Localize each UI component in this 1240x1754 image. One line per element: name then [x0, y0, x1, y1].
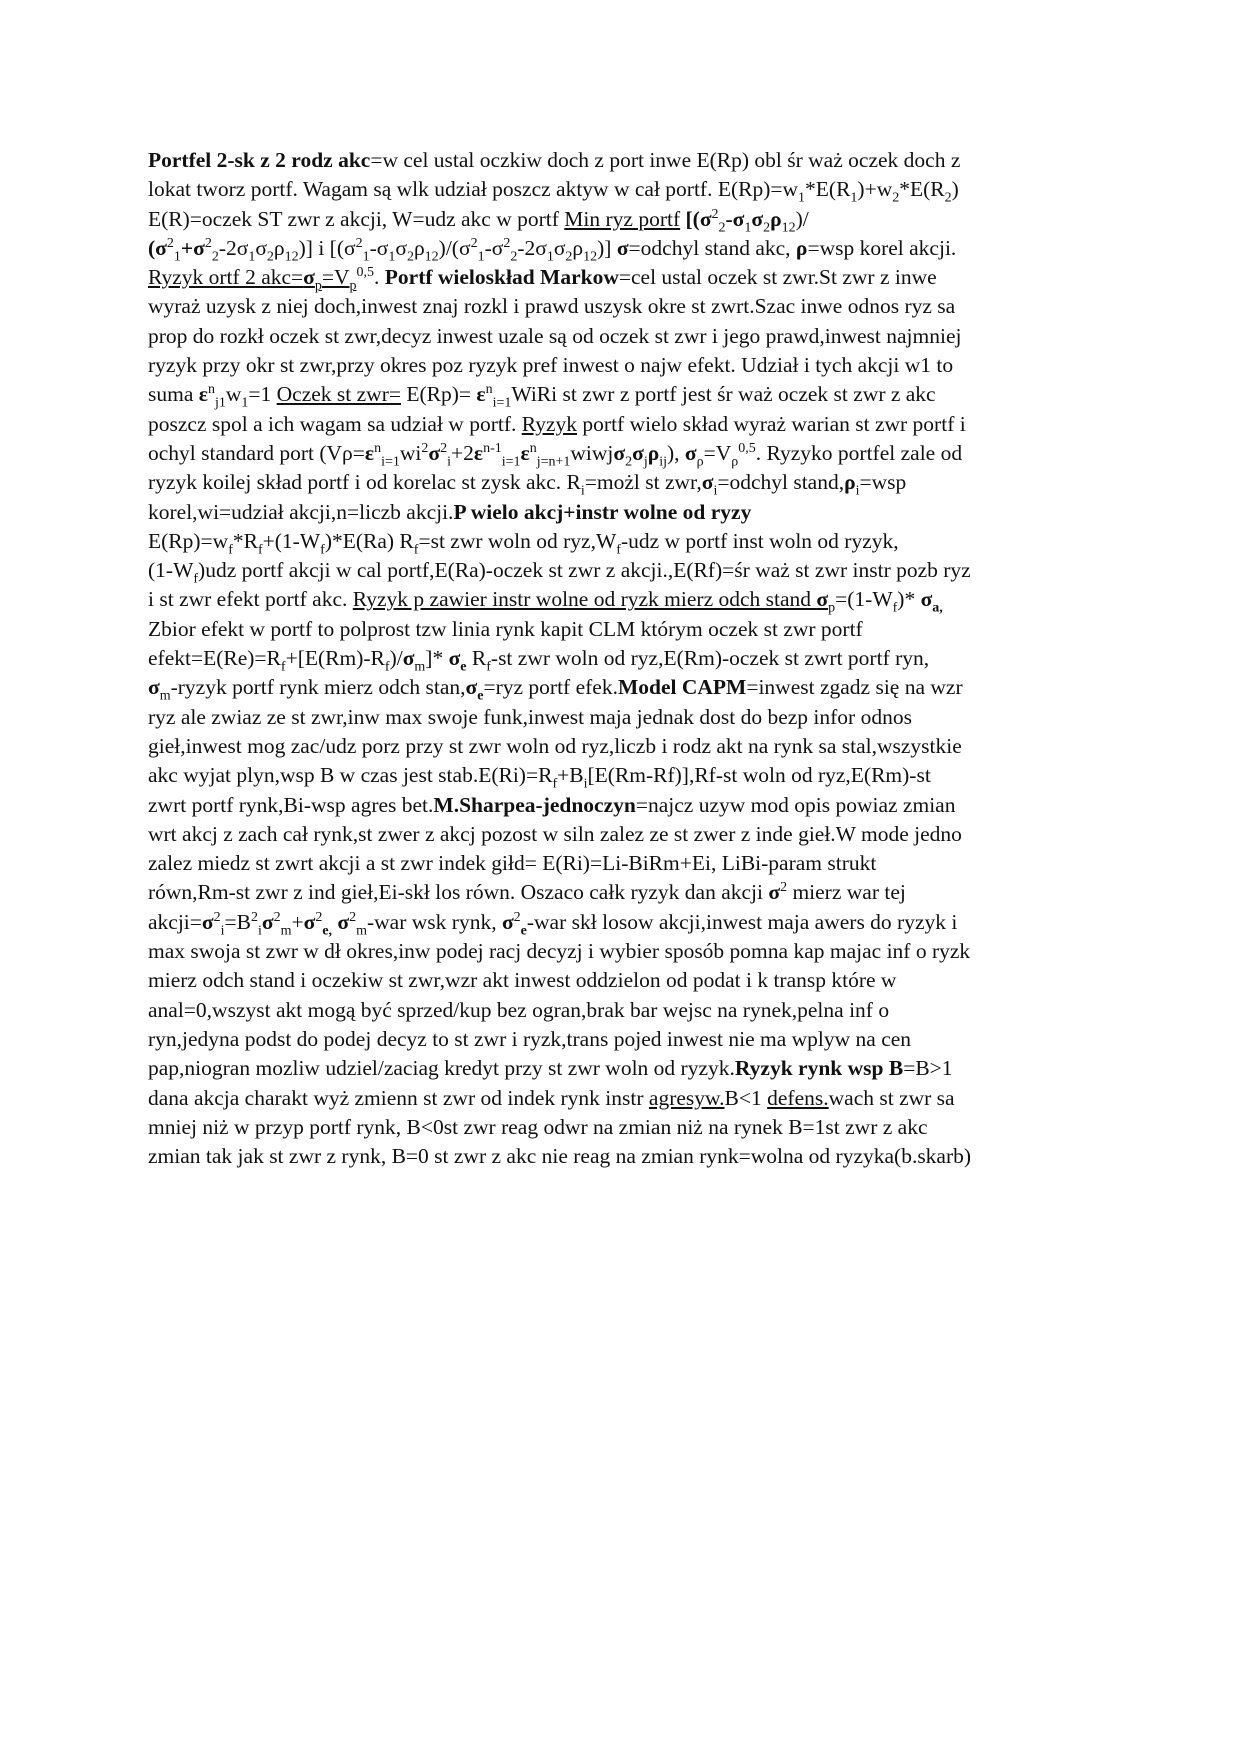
subscript-text: 1	[850, 190, 858, 206]
text-segment: =możl st zwr,	[584, 470, 702, 495]
text-segment: [E(Rm-Rf)],Rf-st woln od ryz,E(Rm)-st	[587, 763, 931, 788]
text-segment: ε	[473, 440, 484, 465]
text-segment: )/	[389, 646, 403, 671]
text-segment: -2σ	[517, 235, 547, 260]
text-segment: )	[951, 177, 959, 202]
subscript-text: m	[280, 923, 292, 939]
text-segment: dana akcja charakt wyż zmienn st zwr od indek rynk instr	[148, 1085, 649, 1110]
text-segment: -udz w portf inst woln od ryzyk,	[620, 528, 899, 553]
subscript-text: 1	[477, 249, 485, 265]
text-segment: *R	[232, 528, 258, 553]
text-segment: -σ	[484, 235, 504, 260]
text-segment: ryz ale zwiaz ze st zwr,inw max swoje funk,inwest maja jednak dost do bezp infor odnos	[148, 704, 912, 729]
subscript-text: j1	[214, 395, 226, 411]
text-segment: (σ	[148, 235, 167, 260]
text-line	[148, 146, 1108, 175]
superscript-text: 2	[355, 235, 363, 251]
superscript-text: 2	[503, 235, 511, 251]
text-segment: prop do rozkł oczek st zwr,decyz inwest uzale są od oczek st zwr i jego prawd,inwest najmniej	[148, 323, 962, 348]
text-line	[148, 585, 1108, 614]
text-segment: P wielo akcj+instr wolne od ryzy	[453, 499, 752, 524]
text-segment: -σ	[369, 235, 389, 260]
text-segment: σ	[337, 909, 350, 934]
subscript-text: 1	[362, 249, 370, 265]
subscript-text: p	[314, 278, 322, 294]
text-segment: +[E(Rm)-R	[285, 646, 385, 671]
subscript-text: f	[228, 542, 233, 558]
subscript-text: e,	[322, 923, 333, 939]
text-segment: σ	[613, 440, 626, 465]
text-segment: σ	[632, 440, 644, 465]
subscript-text: f	[193, 571, 199, 587]
superscript-text: 2	[421, 440, 429, 456]
text-segment: =inwest zgadz się na wzr	[746, 675, 963, 700]
text-segment: wrt akcj z zach cał rynk,st zwer z akcj pozost w siln zalez ze st zwer z inde gieł.W mode jedno	[148, 821, 962, 846]
text-line	[148, 761, 1108, 790]
subscript-text: m	[356, 923, 367, 939]
text-segment: σ	[616, 235, 629, 260]
subscript-text: f	[486, 659, 491, 675]
text-segment: w	[225, 382, 242, 407]
text-segment: -war wsk rynk,	[367, 909, 502, 934]
subscript-text: 1	[546, 249, 554, 265]
text-segment: B<1	[724, 1085, 768, 1110]
subscript-text: 1	[798, 190, 806, 206]
text-segment: mniej niż w przyp portf rynk, B<0st zwr reag odwr na zmian niż na rynek B=1st zwr z akc	[148, 1114, 928, 1139]
text-segment: zalez miedz st zwrt akcji a st zwr indek giłd= E(Ri)=Li-BiRm+Ei, LiBi-param strukt	[148, 851, 877, 876]
text-segment: ),	[667, 440, 685, 465]
text-segment: .	[374, 265, 385, 290]
text-line	[148, 527, 1108, 556]
document-text-block	[148, 146, 1108, 1171]
text-segment: -2σ	[218, 235, 249, 260]
text-line	[148, 351, 1108, 380]
text-segment: agresyw.	[648, 1085, 725, 1110]
subscript-text: 12	[424, 249, 439, 265]
text-segment: σ	[553, 235, 566, 260]
text-segment: max swoja st zwr w dł okres,inw podej racj decyzj i wybier sposób pomna kap majac inf o ryzk	[148, 939, 971, 964]
subscript-text: i=1	[492, 395, 512, 411]
text-line	[148, 1113, 1108, 1142]
superscript-text: 2	[273, 909, 281, 925]
text-segment: -σ	[725, 206, 745, 231]
text-segment: )/(σ	[438, 235, 471, 260]
text-segment: +σ	[180, 235, 205, 260]
text-line	[148, 1084, 1108, 1113]
text-segment: ochyl standard port (Vρ=	[148, 440, 365, 465]
superscript-text: 2	[440, 440, 448, 456]
text-segment: σ	[303, 265, 315, 290]
text-segment: . Ryzyko portfel zale od	[755, 440, 963, 465]
text-segment: Ryzyk ortf 2 akc=	[148, 265, 304, 290]
subscript-text: 2	[718, 219, 726, 235]
text-segment: =ryz portf efek.	[483, 675, 618, 700]
subscript-text: i=1	[501, 454, 521, 470]
superscript-text: n	[485, 382, 493, 398]
subscript-text: 1	[248, 249, 256, 265]
superscript-text: 0,5	[356, 265, 375, 281]
text-line	[148, 703, 1108, 732]
text-line	[148, 791, 1108, 820]
text-segment: =1	[248, 382, 277, 407]
text-line	[148, 205, 1108, 234]
text-segment: -war skł losow akcji,inwest maja awers do ryzyk i	[526, 909, 958, 934]
subscript-text: i	[855, 483, 860, 499]
text-line	[148, 439, 1108, 468]
superscript-text: 2	[204, 235, 212, 251]
text-line	[148, 1054, 1108, 1083]
text-segment: σ	[261, 909, 274, 934]
text-segment: +	[291, 909, 304, 934]
text-segment: =B	[224, 909, 251, 934]
subscript-text: f	[384, 659, 390, 675]
text-segment: mierz odch stand i oczekiw st zwr,wzr akt inwest oddzielon od podat i k transp które w	[148, 968, 897, 993]
text-line	[148, 468, 1108, 497]
text-segment: =odchyl stand akc,	[628, 235, 796, 260]
text-line	[148, 175, 1108, 204]
text-segment: σ	[395, 235, 407, 260]
text-segment: korel,wi=udział akcji,n=liczb akcji.	[148, 499, 454, 524]
text-segment: ρ	[413, 235, 425, 260]
text-segment: ρ	[572, 235, 584, 260]
subscript-text: 12	[284, 249, 299, 265]
text-segment: ρ	[844, 470, 856, 495]
text-segment: lokat tworz portf. Wagam są wlk udział poszcz aktyw w cał portf. E(Rp)=w	[148, 177, 799, 202]
subscript-text: i	[713, 483, 718, 499]
subscript-text: f	[257, 542, 263, 558]
text-segment: anal=0,wszyst akt mogą być sprzed/kup bez ogran,brak bar wejsc na rynek,pelna inf o	[148, 997, 890, 1022]
text-segment: (1-W	[148, 558, 194, 583]
subscript-text: ρ	[731, 454, 739, 470]
subscript-text: f	[413, 542, 419, 558]
subscript-text: f	[320, 542, 325, 558]
subscript-text: 1	[388, 249, 396, 265]
superscript-text: 0,5	[738, 440, 756, 456]
text-segment: ]*	[425, 646, 449, 671]
text-line	[148, 263, 1108, 292]
text-segment: Model CAPM	[617, 675, 747, 700]
subscript-text: m	[159, 688, 171, 704]
text-segment: Zbior efekt w portf to polprost tzw linia rynk kapit CLM którym oczek st zwr portf	[148, 616, 863, 641]
text-segment: ε	[520, 440, 530, 465]
text-segment: =V	[703, 440, 732, 465]
text-segment: mierz war tej	[787, 880, 906, 905]
subscript-text: e	[460, 659, 467, 675]
text-segment: σ	[751, 206, 764, 231]
text-segment: =odchyl stand,	[717, 470, 845, 495]
text-segment: ρ	[795, 235, 808, 260]
text-segment: ε	[476, 382, 486, 407]
text-segment: σ	[684, 440, 697, 465]
subscript-text: i	[257, 923, 262, 939]
text-segment: E(Rp)=w	[148, 528, 229, 553]
text-segment: poszcz spol a ich wagam sa udział w portf.	[148, 411, 522, 436]
text-segment: wach st zwr sa	[828, 1085, 955, 1110]
text-segment: Ryzyk p zawier instr wolne od ryzk mierz odch stand	[352, 587, 817, 612]
subscript-text: 12	[583, 249, 598, 265]
superscript-text: 2	[349, 909, 357, 925]
text-segment: σ	[465, 675, 478, 700]
text-segment: wi	[399, 440, 422, 465]
text-segment: Oczek st zwr=	[276, 382, 401, 407]
subscript-text: f	[280, 659, 286, 675]
text-segment: WiRi st zwr z portf jest śr waż oczek st zwr z akc	[511, 382, 936, 407]
subscript-text: e	[477, 688, 484, 704]
text-line	[148, 996, 1108, 1025]
text-segment: wyraż uzysk z niej doch,inwest znaj rozkl i prawd uszysk okre st zwrt.Szac inwe odnos ryz sa	[148, 294, 956, 319]
text-line	[148, 380, 1108, 409]
superscript-text: 2	[250, 909, 258, 925]
text-line	[148, 1142, 1108, 1171]
subscript-text: 2	[211, 249, 219, 265]
subscript-text: i=1	[381, 454, 400, 470]
subscript-text: f	[552, 776, 558, 792]
subscript-text: p	[349, 278, 357, 294]
text-segment: =wsp korel akcji.	[807, 235, 957, 260]
text-segment: portf wielo skład wyraż warian st zwr portf i	[577, 411, 966, 436]
text-segment: równ,Rm-st zwr z ind gieł,Ei-skł los równ. Oszaco całk ryzyk dan akcji	[148, 880, 769, 905]
text-segment: zwrt portf rynk,Bi-wsp agres bet.	[148, 792, 434, 817]
text-segment: +2	[450, 440, 474, 465]
subscript-text: 2	[944, 190, 952, 206]
subscript-text: ρ	[696, 454, 704, 470]
text-segment: )udz portf akcji w cal portf,E(Ra)-oczek st zwr z akcji.,E(Rf)=śr waż st zwr instr pozb ryz	[198, 558, 971, 583]
text-segment: suma	[148, 382, 199, 407]
superscript-text: n	[374, 440, 382, 456]
text-segment: )*	[897, 587, 921, 612]
text-line	[148, 1025, 1108, 1054]
text-segment: ε	[364, 440, 375, 465]
text-segment: ρ	[273, 235, 285, 260]
text-segment: gieł,inwest mog zac/udz porz przy st zwr woln od ryz,liczb i rodz akt na rynk sa stal,wszystkie	[148, 733, 962, 758]
text-segment: E(Rp)=	[401, 382, 477, 407]
subscript-text: 2	[266, 249, 274, 265]
text-segment: σ	[448, 646, 461, 671]
text-line	[148, 937, 1108, 966]
superscript-text: 2	[780, 880, 788, 896]
text-segment: +(1-W	[262, 528, 321, 553]
text-segment: M.Sharpea-jednoczyn	[433, 792, 636, 817]
subscript-text: i	[583, 776, 588, 792]
text-line	[148, 966, 1108, 995]
text-line	[148, 878, 1108, 907]
text-segment: +B	[557, 763, 584, 788]
text-segment: =wsp	[859, 470, 907, 495]
superscript-text: n-1	[483, 440, 502, 456]
text-segment: =V	[321, 265, 350, 290]
text-line	[148, 556, 1108, 585]
text-segment: ε	[198, 382, 208, 407]
superscript-text: n	[207, 382, 215, 398]
text-segment: σ	[402, 646, 415, 671]
text-segment: zmian tak jak st zwr z rynk, B=0 st zwr z akc nie reag na zmian rynk=wolna od ryzyka(b.skarb)	[148, 1144, 972, 1169]
text-segment: σ	[816, 587, 829, 612]
text-segment: )*E(Ra) R	[324, 528, 414, 553]
superscript-text: 2	[470, 235, 478, 251]
text-line	[148, 292, 1108, 321]
subscript-text: i	[220, 923, 225, 939]
text-segment: σ	[148, 675, 160, 700]
subscript-text: 1	[744, 219, 752, 235]
text-line	[148, 849, 1108, 878]
text-segment: σ	[768, 880, 781, 905]
text-segment: i st zwr efekt portf akc.	[148, 587, 353, 612]
text-segment: akcji=	[148, 909, 202, 934]
superscript-text: 2	[513, 909, 521, 925]
text-segment: Portfel 2-sk z 2 rodz akc	[148, 148, 371, 172]
text-segment: =najcz uzyw mod opis powiaz zmian	[635, 792, 956, 817]
subscript-text: i	[447, 454, 451, 470]
text-segment: *E(R	[805, 177, 851, 202]
subscript-text: 2	[763, 219, 771, 235]
subscript-text: 2	[892, 190, 900, 206]
superscript-text: 2	[213, 909, 221, 925]
text-segment: σ	[501, 909, 514, 934]
text-segment: R	[466, 646, 487, 671]
text-segment: σ	[201, 909, 214, 934]
subscript-text: p	[828, 600, 836, 616]
subscript-text: 1	[173, 249, 181, 265]
text-segment: wiwj	[570, 440, 614, 465]
subscript-text: j=n+1	[536, 454, 571, 470]
text-segment: pap,niogran mozliw udziel/zaciag kredyt przy st zwr woln od ryzyk.	[148, 1056, 735, 1081]
subscript-text: 2	[510, 249, 518, 265]
superscript-text: n	[529, 440, 537, 456]
text-line	[148, 410, 1108, 439]
text-segment: ρ	[647, 440, 660, 465]
subscript-text: 2	[625, 454, 633, 470]
text-segment: σ	[920, 587, 933, 612]
text-segment: ryn,jedyna podst do podej decyz to st zwr i ryzk,trans pojed inwest nie ma wplyw na cen	[148, 1026, 912, 1051]
text-segment: Ryzyk	[521, 411, 578, 436]
text-segment: σ	[303, 909, 316, 934]
text-line	[148, 673, 1108, 702]
text-segment: ryzyk koilej skład portf i od korelac st zysk akc. R	[148, 470, 581, 495]
text-segment: σ	[428, 440, 441, 465]
text-segment: efekt=E(Re)=R	[148, 646, 281, 671]
text-line	[148, 908, 1108, 937]
text-segment: E(R)=oczek ST zwr z akcji, W=udz akc w portf	[148, 206, 565, 231]
text-segment: )]	[597, 235, 617, 260]
subscript-text: j	[643, 454, 648, 470]
text-line	[148, 322, 1108, 351]
subscript-text: a,	[932, 600, 943, 616]
text-segment: =st zwr woln od ryz,W	[418, 528, 617, 553]
subscript-text: 2	[565, 249, 573, 265]
subscript-text: f	[616, 542, 621, 558]
superscript-text: 2	[315, 909, 323, 925]
subscript-text: i	[580, 483, 585, 499]
subscript-text: 1	[241, 395, 249, 411]
subscript-text: m	[414, 659, 426, 675]
text-segment: σ	[255, 235, 267, 260]
text-segment: *E(R	[899, 177, 945, 202]
text-segment: =B>1	[903, 1056, 953, 1081]
text-line	[148, 820, 1108, 849]
text-line	[148, 644, 1108, 673]
text-segment: Min ryz portf	[564, 206, 681, 231]
text-segment: )/	[795, 206, 809, 231]
superscript-text: 2	[711, 206, 719, 222]
subscript-text: 12	[781, 219, 796, 235]
text-segment: Ryzyk rynk wsp B	[734, 1056, 904, 1081]
text-segment: -ryzyk portf rynk mierz odch stan,	[170, 675, 466, 700]
text-segment: [(σ	[680, 206, 712, 231]
text-line	[148, 498, 1108, 527]
subscript-text: e	[520, 923, 527, 939]
subscript-text: 2	[406, 249, 414, 265]
text-line	[148, 615, 1108, 644]
text-segment: defens.	[767, 1085, 829, 1110]
text-segment: -st zwr woln od ryz,E(Rm)-oczek st zwrt portf ryn,	[490, 646, 930, 671]
text-segment: =(1-W	[835, 587, 893, 612]
subscript-text: ij	[659, 454, 667, 470]
text-segment: ρ	[770, 206, 782, 231]
text-segment: σ	[701, 470, 714, 495]
text-segment: =cel ustal oczek st zwr.St zwr z inwe	[618, 265, 937, 290]
text-segment: akc wyjat plyn,wsp B w czas jest stab.E(Ri)=R	[148, 763, 553, 788]
text-segment: ryzyk przy okr st zwr,przy okres poz ryzyk pref inwest o najw efekt. Udział i tych akcji w1 to	[148, 353, 954, 378]
text-line	[148, 732, 1108, 761]
text-segment: =w cel ustal oczkiw doch z port inwe E(Rp) obl śr waż oczek doch z	[370, 148, 961, 172]
superscript-text: 2	[166, 235, 174, 251]
text-segment: )] i [(σ	[298, 235, 356, 260]
text-segment: )+w	[857, 177, 893, 202]
text-line	[148, 234, 1108, 263]
subscript-text: f	[892, 600, 898, 616]
text-segment: Portf wieloskład Markow	[384, 265, 619, 290]
